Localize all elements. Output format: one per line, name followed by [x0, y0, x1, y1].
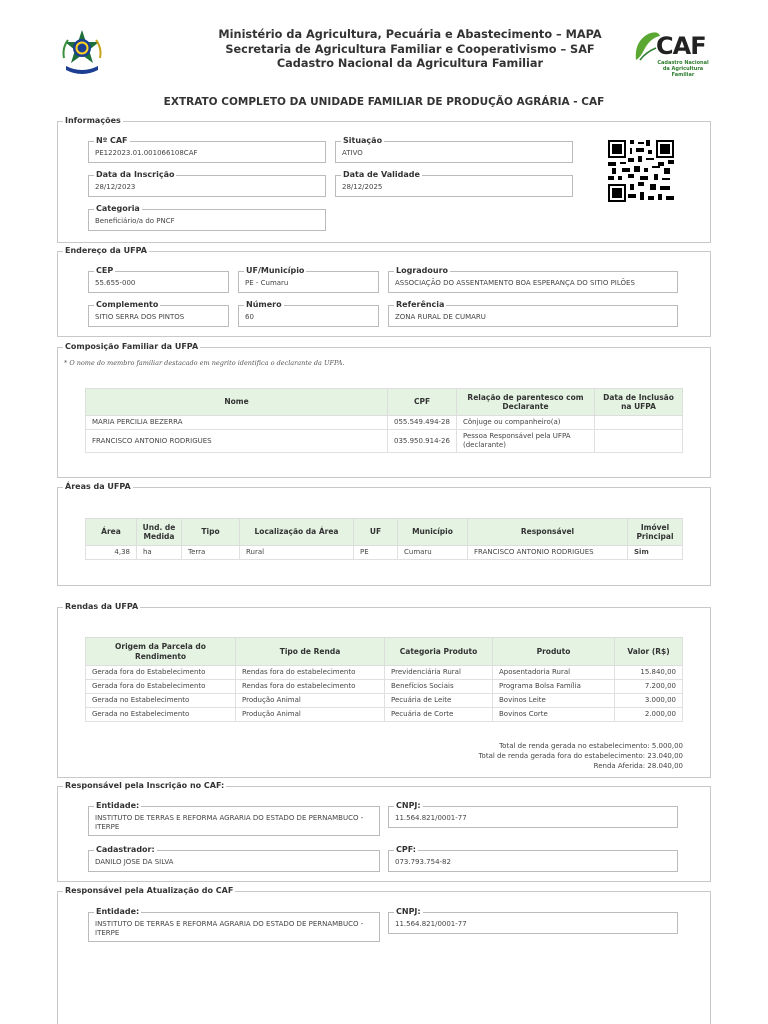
uf-municipio-value: PE - Cumaru	[245, 279, 289, 287]
ministry-name: Ministério da Agricultura, Pecuária e Abastecimento – MAPA	[218, 28, 602, 41]
col-area: Área	[86, 519, 137, 546]
field-label: CNPJ:	[396, 801, 421, 810]
table-row	[86, 416, 683, 430]
col-valor: Valor (R$)	[615, 638, 683, 666]
inscricao-date-field	[88, 170, 326, 197]
field-label: Situação	[343, 136, 383, 145]
field-label: CPF:	[396, 845, 416, 854]
rendas-table	[85, 637, 683, 722]
field-label: Entidade:	[96, 801, 140, 810]
renda-valor: 15.840,00	[615, 666, 683, 680]
cpf-field	[388, 845, 678, 872]
field-label: Referência	[396, 300, 445, 309]
renda-categoria: Pecuária de Corte	[385, 708, 493, 722]
complemento-value: SITIO SERRA DOS PINTOS	[95, 313, 185, 321]
renda-produto: Programa Bolsa Família	[493, 680, 615, 694]
registry-name: Cadastro Nacional da Agricultura Familiar	[276, 57, 544, 70]
renda-categoria: Benefícios Sociais	[385, 680, 493, 694]
member-relation: Cônjuge ou companheiro(a)	[457, 416, 595, 430]
renda-origem: Gerada fora do Estabelecimento	[86, 680, 236, 694]
field-label: Complemento	[96, 300, 159, 309]
total-no-estabelecimento: Total de renda gerada no estabelecimento: 5.000,00	[499, 742, 683, 750]
area-unit: ha	[137, 546, 182, 560]
entidade-atualizacao-value: INSTITUTO DE TERRAS E REFORMA AGRARIA DO ESTADO DE PERNAMBUCO - ITERPE	[95, 920, 364, 937]
cep-value: 55.655-000	[95, 279, 136, 287]
composicao-table	[85, 388, 683, 453]
caf-logo	[632, 28, 712, 76]
section-legend: Endereço da UFPA	[65, 246, 147, 255]
cadastrador-field	[88, 845, 380, 872]
situacao-value: ATIVO	[342, 149, 363, 157]
col-relacao: Relação de parentesco com Declarante	[457, 389, 595, 416]
col-nome: Nome	[86, 389, 388, 416]
renda-tipo: Rendas fora do estabelecimento	[236, 666, 385, 680]
field-label: Número	[246, 300, 282, 309]
logradouro-value: ASSOCIAÇÃO DO ASSENTAMENTO BOA ESPERANÇA DO SITIO PILÕES	[395, 279, 635, 287]
member-cpf: 035.950.914-26	[388, 430, 457, 453]
numero-field	[238, 300, 379, 327]
renda-categoria: Previdenciária Rural	[385, 666, 493, 680]
section-legend: Rendas da UFPA	[65, 602, 139, 611]
entidade-value: INSTITUTO DE TERRAS E REFORMA AGRARIA DO ESTADO DE PERNAMBUCO - ITERPE	[95, 814, 364, 831]
field-label: Logradouro	[396, 266, 449, 275]
complemento-field	[88, 300, 229, 327]
area-type: Terra	[182, 546, 240, 560]
cnpj-atualizacao-value: 11.564.821/0001-77	[395, 920, 467, 928]
field-label: Entidade:	[96, 907, 140, 916]
col-cpf: CPF	[388, 389, 457, 416]
validade-date-value: 28/12/2025	[342, 183, 383, 191]
qr-code-icon	[608, 140, 674, 202]
field-label: CEP	[96, 266, 114, 275]
field-label: UF/Município	[246, 266, 305, 275]
cnpj-atualizacao-field	[388, 907, 678, 934]
section-legend: Composição Familiar da UFPA	[65, 342, 199, 351]
rendas-totals	[478, 741, 683, 771]
section-responsavel-atualizacao	[57, 886, 711, 1024]
referencia-field	[388, 300, 678, 327]
renda-produto: Bovinos Leite	[493, 694, 615, 708]
field-label: Data da Inscrição	[96, 170, 175, 179]
renda-origem: Gerada no Estabelecimento	[86, 694, 236, 708]
col-tipo: Tipo	[182, 519, 240, 546]
col-tipo-renda: Tipo de Renda	[236, 638, 385, 666]
renda-origem: Gerada no Estabelecimento	[86, 708, 236, 722]
renda-produto: Aposentadoria Rural	[493, 666, 615, 680]
table-row	[86, 680, 683, 694]
situacao-field	[335, 136, 573, 163]
total-fora-estabelecimento: Total de renda gerada fora do estabelecimento: 23.040,00	[478, 752, 683, 760]
field-label: CNPJ:	[396, 907, 421, 916]
col-origem: Origem da Parcela do Rendimento	[86, 638, 236, 666]
cep-field	[88, 266, 229, 293]
area-uf: PE	[354, 546, 398, 560]
member-inclusion-date	[595, 416, 683, 430]
section-legend: Áreas da UFPA	[65, 482, 131, 491]
section-legend: Responsável pela Atualização do CAF	[65, 886, 234, 895]
secretariat-name: Secretaria de Agricultura Familiar e Cooperativismo – SAF	[225, 42, 595, 56]
categoria-field	[88, 204, 326, 231]
field-label: Categoria	[96, 204, 140, 213]
table-row	[86, 666, 683, 680]
cpf-value: 073.793.754-82	[395, 858, 451, 866]
renda-produto: Bovinos Corte	[493, 708, 615, 722]
renda-tipo: Produção Animal	[236, 708, 385, 722]
member-cpf: 055.549.494-28	[388, 416, 457, 430]
renda-valor: 3.000,00	[615, 694, 683, 708]
document-title: EXTRATO COMPLETO DA UNIDADE FAMILIAR DE PRODUÇÃO AGRÁRIA - CAF	[163, 96, 605, 108]
uf-municipio-field	[238, 266, 379, 293]
document-header	[0, 28, 768, 78]
field-label: Nº CAF	[96, 136, 128, 145]
caf-logo-subtitle: Cadastro Nacional da Agricultura Familiar	[657, 60, 709, 78]
cnpj-value: 11.564.821/0001-77	[395, 814, 467, 822]
col-municipio: Município	[398, 519, 468, 546]
member-name: MARIA PERCILIA BEZERRA	[86, 416, 388, 430]
declarante-note: * O nome do membro familiar destacado em negrito identifica o declarante da UFPA.	[64, 359, 345, 367]
caf-number-value: PE122023.01.001066108CAF	[95, 149, 198, 157]
field-label: Cadastrador:	[96, 845, 155, 854]
col-produto: Produto	[493, 638, 615, 666]
table-row	[86, 430, 683, 453]
member-inclusion-date	[595, 430, 683, 453]
renda-origem: Gerada fora do Estabelecimento	[86, 666, 236, 680]
inscricao-date-value: 28/12/2023	[95, 183, 136, 191]
member-relation: Pessoa Responsável pela UFPA (declarante)	[457, 430, 595, 453]
categoria-value: Beneficiário/a do PNCF	[95, 217, 175, 225]
section-legend: Informações	[65, 116, 121, 125]
referencia-value: ZONA RURAL DE CUMARU	[395, 313, 486, 321]
entidade-atualizacao-field	[88, 907, 380, 942]
renda-valor: 2.000,00	[615, 708, 683, 722]
entidade-field	[88, 801, 380, 836]
renda-categoria: Pecuária de Leite	[385, 694, 493, 708]
area-municipio: Cumaru	[398, 546, 468, 560]
table-row	[86, 546, 683, 560]
renda-tipo: Produção Animal	[236, 694, 385, 708]
renda-aferida: Renda Aferida: 28.040,00	[593, 762, 683, 770]
col-data-inclusao: Data de Inclusão na UFPA	[595, 389, 683, 416]
cnpj-field	[388, 801, 678, 828]
cadastrador-value: DANILO JOSE DA SILVA	[95, 858, 174, 866]
field-label: Data de Validade	[343, 170, 420, 179]
col-localizacao: Localização da Área	[240, 519, 354, 546]
col-imovel-principal: Imóvel Principal	[628, 519, 683, 546]
col-responsavel: Responsável	[468, 519, 628, 546]
col-unidade: Und. de Medida	[137, 519, 182, 546]
member-name: FRANCISCO ANTONIO RODRIGUES	[86, 430, 388, 453]
numero-value: 60	[245, 313, 254, 321]
area-location: Rural	[240, 546, 354, 560]
validade-date-field	[335, 170, 573, 197]
renda-valor: 7.200,00	[615, 680, 683, 694]
areas-table	[85, 518, 683, 560]
area-responsavel: FRANCISCO ANTONIO RODRIGUES	[468, 546, 628, 560]
table-row	[86, 708, 683, 722]
area-value: 4,38	[86, 546, 137, 560]
area-principal: Sim	[628, 546, 683, 560]
col-categoria-produto: Categoria Produto	[385, 638, 493, 666]
renda-tipo: Rendas fora do estabelecimento	[236, 680, 385, 694]
col-uf: UF	[354, 519, 398, 546]
logradouro-field	[388, 266, 678, 293]
section-legend: Responsável pela Inscrição no CAF:	[65, 781, 225, 790]
caf-logo-text: CAF	[656, 32, 706, 60]
caf-number-field	[88, 136, 326, 163]
table-row	[86, 694, 683, 708]
